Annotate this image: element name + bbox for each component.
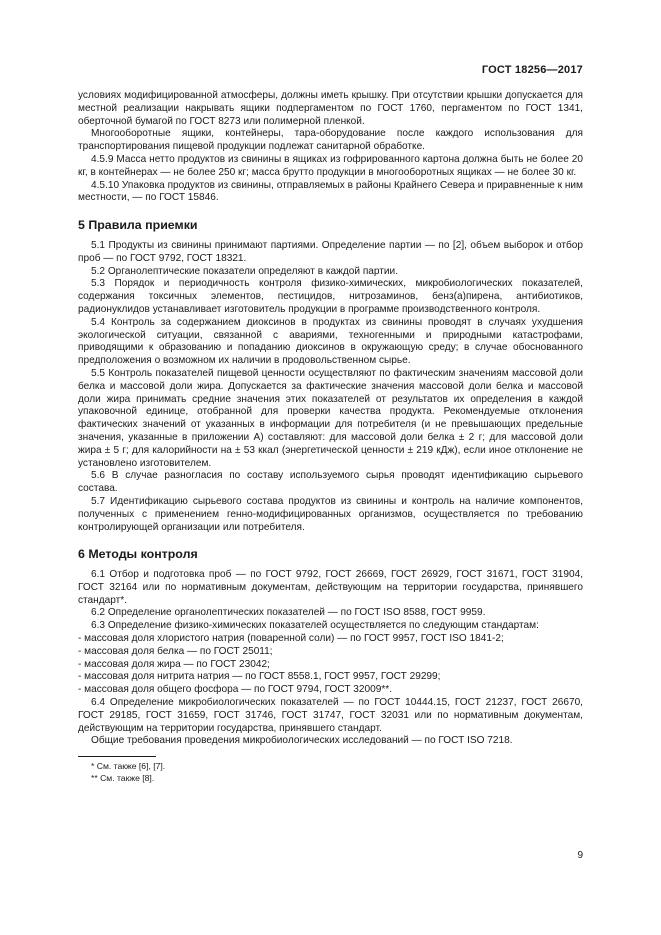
footnotes bbox=[78, 761, 583, 784]
paragraph: 5.6 В случае разногласия по составу используемого сырья проводят идентификацию сырьевого состава. bbox=[78, 470, 583, 495]
paragraph: условиях модифицированной атмосферы, должны иметь крышку. При отсутствии крышки допускается для местной реализации накрывать ящики подпергаментом по ГОСТ 1760, пергаментом по ГОСТ 1341, оберточной бумагой по ГОСТ 8273 или полимерной пленкой. bbox=[78, 90, 583, 127]
footnote-divider bbox=[78, 756, 156, 757]
text-blocks bbox=[78, 90, 583, 748]
section-heading: 6 Методы контроля bbox=[78, 547, 198, 562]
paragraph: 6.3 Определение физико-химических показателей осуществляется по следующим стандартам: bbox=[91, 620, 539, 632]
paragraph: - массовая доля жира — по ГОСТ 23042; bbox=[78, 658, 270, 670]
paragraph: - массовая доля нитрита натрия — по ГОСТ 8558.1, ГОСТ 9957, ГОСТ 29299; bbox=[78, 671, 441, 683]
paragraph: 6.4 Определение микробиологических показателей — по ГОСТ 10444.15, ГОСТ 21237, ГОСТ 26670, ГОСТ 29185, ГОСТ 31659, ГОСТ 31746, ГОСТ 31747, ГОСТ 32031 или по нормативным документам, действующим на территории государства, принявшего стандарт. bbox=[78, 697, 583, 734]
paragraph: 4.5.10 Упаковка продуктов из свинины, отправляемых в районы Крайнего Севера и приравненные к ним местности, — по ГОСТ 15846. bbox=[78, 179, 583, 204]
paragraph: Многооборотные ящики, контейнеры, тара-оборудование после каждого использования для транспортирования пищевой продукции подлежат санитарной обработке. bbox=[78, 128, 583, 153]
paragraph: 5.2 Органолептические показатели определяют в каждой партии. bbox=[91, 265, 398, 277]
footnote-2: ** См. также [8]. bbox=[91, 772, 155, 783]
paragraph: - массовая доля белка — по ГОСТ 25011; bbox=[78, 645, 273, 657]
paragraph: - массовая доля общего фосфора — по ГОСТ 9794, ГОСТ 32009**. bbox=[78, 684, 393, 696]
footnote-1: * См. также [6], [7]. bbox=[91, 761, 166, 772]
paragraph: 5.7 Идентификацию сырьевого состава продуктов из свинины и контроль на наличие компонентов, полученных с применением генно-модифицированных организмов, осуществляется по требованию контролирующей организации или потребителя. bbox=[78, 495, 583, 533]
paragraph: 4.5.9 Масса нетто продуктов из свинины в ящиках из гофрированного картона должна быть не более 20 кг, в контейнерах — не более 250 кг; масса брутто продукции в многооборотных ящиках — не более 30 кг. bbox=[78, 153, 583, 178]
section-heading: 5 Правила приемки bbox=[78, 218, 198, 233]
paragraph: 5.3 Порядок и периодичность контроля физико-химических, микробиологических показателей, содержания токсичных элементов, пестицидов, нитрозаминов, бенз(а)пирена, антибиотиков, радионуклидов устанавливает изготовитель продукции в программе производственного контроля. bbox=[78, 278, 583, 315]
paragraph: - массовая доля хлористого натрия (поваренной соли) — по ГОСТ 9957, ГОСТ ISO 1841-2; bbox=[78, 633, 504, 645]
paragraph: 6.2 Определение органолептических показателей — по ГОСТ ISO 8588, ГОСТ 9959. bbox=[91, 607, 486, 619]
page-body bbox=[78, 90, 583, 784]
paragraph: 5.4 Контроль за содержанием диоксинов в продуктах из свинины проводят в случаях ухудшения экологической ситуации, связанной с авариями, техногенными и природными катастрофами, приводящими к образованию и попаданию диоксинов в окружающую среду; в случае обоснованного предположения о возможном их наличии в продовольственном сырье. bbox=[78, 316, 583, 367]
paragraph: 5.1 Продукты из свинины принимают партиями. Определение партии — по [2], объем выборок и отбор проб — по ГОСТ 9792, ГОСТ 18321. bbox=[78, 239, 583, 264]
paragraph: Общие требования проведения микробиологических исследований — по ГОСТ ISO 7218. bbox=[91, 735, 513, 747]
paragraph: 6.1 Отбор и подготовка проб — по ГОСТ 9792, ГОСТ 26669, ГОСТ 26929, ГОСТ 31671, ГОСТ 31904, ГОСТ 32164 или по нормативным документам, действующим на территории государства, принявшего стандарт*. bbox=[78, 569, 583, 606]
paragraph: 5.5 Контроль показателей пищевой ценности осуществляют по фактическим значениям массовой доли белка и массовой доли жира. Допускается за фактические значения массовой доли белка и массовой доли жира принимать средние значения этих показателей от результатов их определения в каждой упаковочной единице, отобранной для проверки качества продукта. Рекомендуемые отклонения фактических значений от указанных в информации для потребителя (и не превышающих предельные значения, указанные в приложении А) составляют: для массовой доли белка ± 2 г; для массовой доли жира ± 5 г; для калорийности на ± 53 ккал (энергетической ценности ± 219 кДж), если иное отклонение не установлено изготовителем. bbox=[78, 367, 583, 469]
page-number: 9 bbox=[577, 850, 583, 861]
document-code: ГОСТ 18256—2017 bbox=[481, 64, 583, 76]
